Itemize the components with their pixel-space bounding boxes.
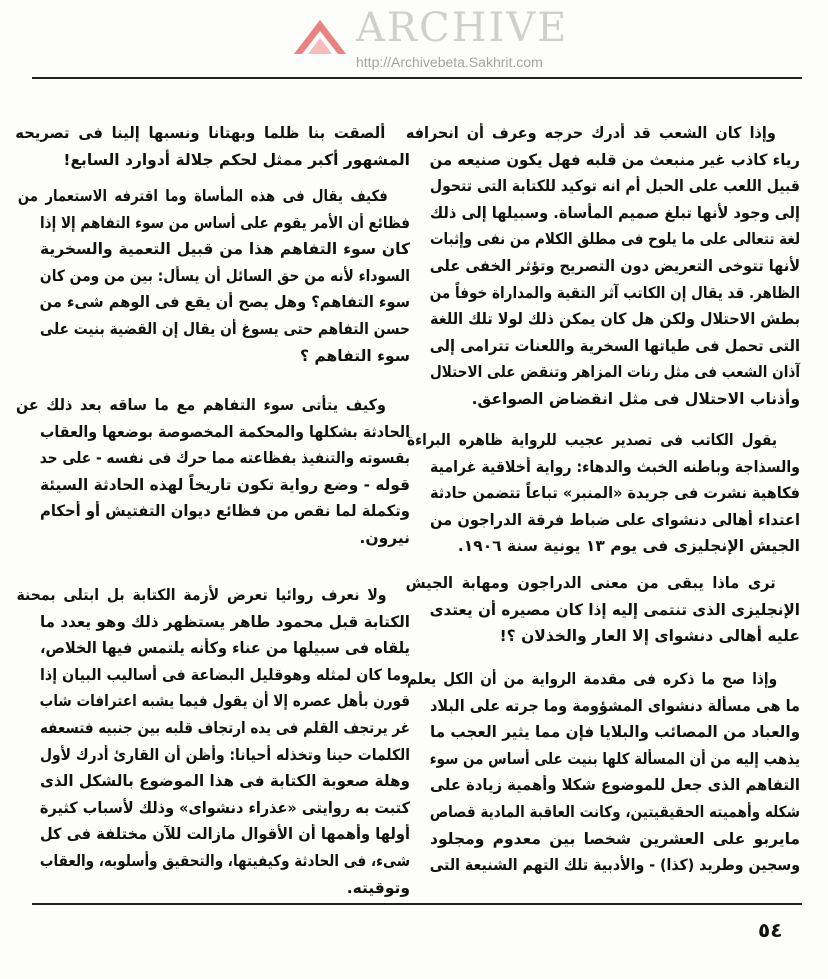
text-line: فكاهية نشرت فى جريدة «المنبر» تباعاً تتضمن حادثة	[429, 484, 800, 503]
text-line: آذان الشعب فى مثل رنات المزاهر وتنقض على الاحتلال	[429, 363, 800, 382]
text-line: يلقاه فى سبيلها من عناء وكأنه يلتمس فيها الخلاص،	[40, 639, 410, 658]
text-line: وما كان لمثله وهوقليل البضاعة فى أساليب البيان إذا	[39, 665, 410, 684]
text-line: رياء كاذب غير منبعث من قلبه فهل يكون صنيعه من	[429, 150, 800, 169]
paragraph	[15, 392, 410, 552]
paragraph	[16, 582, 410, 901]
page-number: ٥٤	[758, 918, 783, 942]
text-line: ولا نعرف روائيا تعرض لأزمة الكتابة بل ابتلى بمحنة	[16, 586, 387, 604]
text-line: شكله وأهميته الحقيقيتين، وكانت العاقبة المادية قصاص	[429, 802, 800, 821]
paragraph	[405, 570, 800, 650]
text-line: وكيف يتأتى سوء التفاهم مع ما ساقه بعد ذلك عن	[15, 396, 386, 414]
top-rule	[32, 77, 802, 79]
text-line: وهلة صعوبة الكتابة فى هذا الموضوع بالشكل الذى	[40, 772, 410, 791]
text-line: ترى ماذا يبقى من معنى الدراجون ومهابة الجيش	[405, 574, 776, 592]
text-line: الظاهر. قد يقال إن الكاتب آثر التقية والمداراة خوفاً من	[429, 283, 800, 302]
watermark-url: http://Archivebeta.Sakhrit.com	[356, 54, 543, 70]
text-line: حسن التفاهم حتى يسوغ أن يقال إن القضية بنيت على	[40, 319, 410, 338]
text-line: وإذا صح ما ذكره فى مقدمة الرواية من أن الكل يعلم	[407, 670, 778, 688]
text-line: أولها وأهمها أن الأقوال مازالت للآن مختلفة فى كل	[39, 825, 410, 844]
text-line: سوء التفاهم؟ وهل يصح أن يقع فى الوهم شىء من	[39, 293, 410, 312]
text-line: يقول الكاتب فى تصدير عجيب للرواية ظاهره البراءة	[407, 431, 778, 449]
text-line: ألصقت بنا ظلما وبهتانا ونسبها إلينا فى تصريحه	[15, 124, 386, 142]
text-line: فظائع أن الأمر يقوم على أساس من سوء التفاهم إلا إذا	[40, 213, 410, 232]
text-line: الكلمات حينا وتخذله أحيانا: وأظن أن القارئ أدرك لأول	[39, 745, 410, 764]
text-line: الحادثة بشكلها والمحكمة المخصوصة بوضعها والعقاب	[39, 422, 410, 441]
text-line: فكيف يقال فى هذه المأساة وما اقترفه الاستعمار من	[17, 187, 388, 205]
paragraph	[15, 120, 410, 173]
text-line: يذهب إليه من أن المسألة كلها بنيت على أساس من سوء	[429, 749, 800, 768]
text-line: غر يرتجف القلم فى يده ارتجاف قلبه بين جنبيه فتسعفه	[39, 718, 410, 737]
text-line: وتوقيته.	[346, 878, 410, 897]
text-line: شىء، فى الحادثة وكيفيتها، والتحقيق وأسلوبه، والعقاب	[39, 851, 410, 870]
text-line: كتبت به روايتى «عذراء دنشواى» وذلك لأسباب كثيرة	[39, 798, 410, 817]
paragraph	[407, 666, 800, 879]
text-line: لغة تتعالى على ما يلوح فى مطلق الكلام من نفى وإثبات	[430, 230, 800, 249]
text-line: بطش الاحتلال ولكن هل كان يمكن ذلك لولا تلك اللغة	[430, 310, 800, 329]
text-line: وأذناب الاحتلال فى مثل انقضاض الصواعق.	[471, 389, 800, 408]
text-line: ما هى مسألة دنشواى المشؤومة وما جرته على البلاد	[429, 696, 800, 715]
text-line: كان سوء التفاهم هذا من قبيل التعمية والسخرية	[40, 240, 410, 259]
bottom-rule	[32, 903, 802, 905]
text-line: التفاهم الذى جعل للموضوع شكلا وأهمية زيادة على	[429, 776, 800, 795]
text-line: السوداء لأنه من حق السائل أن يسأل: بين من ومن كان	[39, 266, 410, 285]
text-line: وإذا كان الشعب قد أدرك حرجه وعرف أن انحرافه	[405, 124, 776, 142]
text-line: بقسوته والتنفيذ بفظاعته مما حرك فى نفسه - على حد	[39, 449, 410, 468]
text-line: وسجين وطريد (كذا) - والأدبية تلك التهم الشنيعة التى	[429, 856, 800, 875]
text-line: المشهور أكبر ممثل لحكم جلالة أدوارد السابع!	[63, 150, 410, 169]
paragraph	[405, 120, 800, 413]
text-line: عليه أهالى دنشواى إلا العار والخذلان ؟!	[499, 627, 800, 646]
paragraph	[17, 183, 410, 369]
text-line: مايربو على العشرين شخصا بين معدوم ومجلود	[430, 829, 800, 848]
text-line: قبيل اللعب على الحبل أم انه توكيد للكتابة التى تتحول	[429, 177, 800, 196]
paragraph	[407, 427, 800, 560]
archive-watermark	[290, 4, 590, 74]
text-line: والعباد من المصائب والبلايا فإن مما يثير العجب ما	[430, 723, 800, 742]
text-line: وتكملة لما نقص من فظائع ديوان التفتيش أو أحكام	[40, 502, 410, 521]
text-line: الكتابة قبل محمود طاهر يستظهر ذلك وهو يعدد ما	[39, 612, 410, 631]
text-line: والسذاجة وباطنه الخبث والدهاء: رواية أخلاقية غرامية	[429, 457, 800, 476]
text-line: نيرون.	[359, 528, 410, 547]
text-line: قورن بأهل عصره إلا أن يقول فيما يشبه اعترافات شاب	[39, 692, 410, 711]
text-line: الإنجليزى الذى تنتمى إليه إذا كان مصيره أن يعتدى	[429, 600, 800, 619]
watermark-logo-text: ARCHIVE	[356, 5, 569, 51]
text-line: قوله - وضع رواية تكون تاريخاً لهذه الحادثة السيئة	[39, 475, 410, 494]
text-line: لأنها تتوخى التعريض دون التصريح وتؤثر الخفى على	[429, 256, 800, 275]
text-line: اعتداء أهالى دنشواى على ضباط فرقة الدراجون من	[429, 510, 800, 529]
text-line: سوء التفاهم ؟	[299, 346, 410, 365]
text-line: الجيش الإنجليزى فى يوم ١٣ يونية سنة ١٩٠٦.	[457, 537, 800, 556]
archive-logo-icon	[290, 14, 350, 58]
text-line: إلى وجود لأنها تبلغ صميم المأساة. وسبيلها إلى ذلك	[429, 203, 800, 222]
text-line: التى تحمل فى طياتها السخرية واللعنات تترامى إلى	[429, 336, 800, 355]
